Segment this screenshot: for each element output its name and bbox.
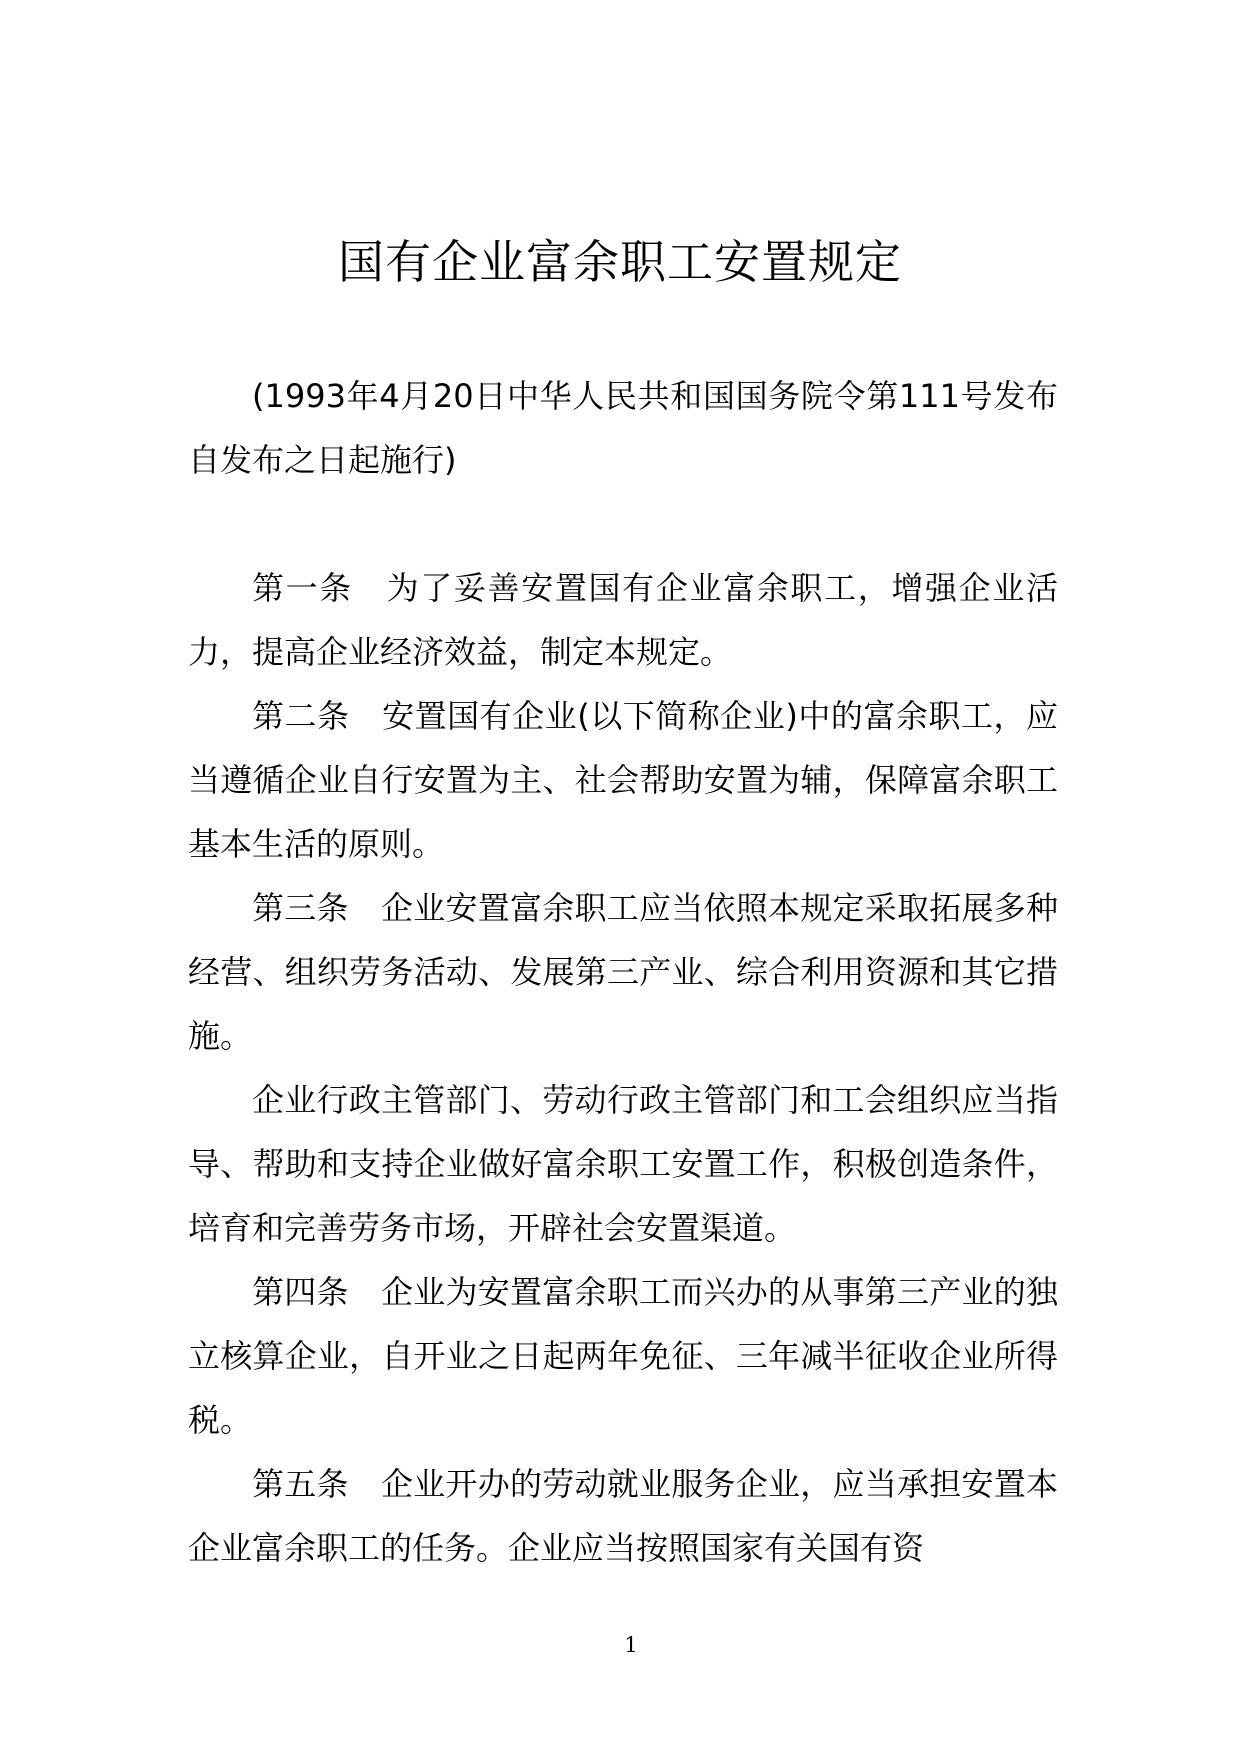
paragraph-article-2: 第二条 安置国有企业(以下简称企业)中的富余职工，应当遵循企业自行安置为主、社会帮助安置为辅，保障富余职工基本生活的原则。 — [188, 697, 1058, 863]
paragraph-article-4: 第四条 企业为安置富余职工而兴办的从事第三产业的独立核算企业，自开业之日起两年免征、三年减半征收企业所得税。 — [188, 1273, 1058, 1439]
paragraph-article-5: 第五条 企业开办的劳动就业服务企业，应当承担安置本企业富余职工的任务。企业应当按照国家有关国有资 — [188, 1465, 1058, 1567]
paragraph-article-3: 第三条 企业安置富余职工应当依照本规定采取拓展多种经营、组织劳务活动、发展第三产业、综合利用资源和其它措施。 — [188, 889, 1058, 1055]
source-note: (1993年4月20日中华人民共和国国务院令第111号发布 自发布之日起施行) — [188, 377, 1091, 479]
paragraph-article-1: 第一条 为了妥善安置国有企业富余职工，增强企业活力，提高企业经济效益，制定本规定。 — [188, 569, 1058, 671]
page-number: 1 — [624, 1633, 638, 1657]
document-body — [188, 364, 1091, 1580]
document-title: 国有企业富余职工安置规定 — [338, 235, 902, 289]
paragraph-article-3-continued: 企业行政主管部门、劳动行政主管部门和工会组织应当指导、帮助和支持企业做好富余职工安置工作，积极创造条件，培育和完善劳务市场，开辟社会安置渠道。 — [188, 1081, 1058, 1247]
